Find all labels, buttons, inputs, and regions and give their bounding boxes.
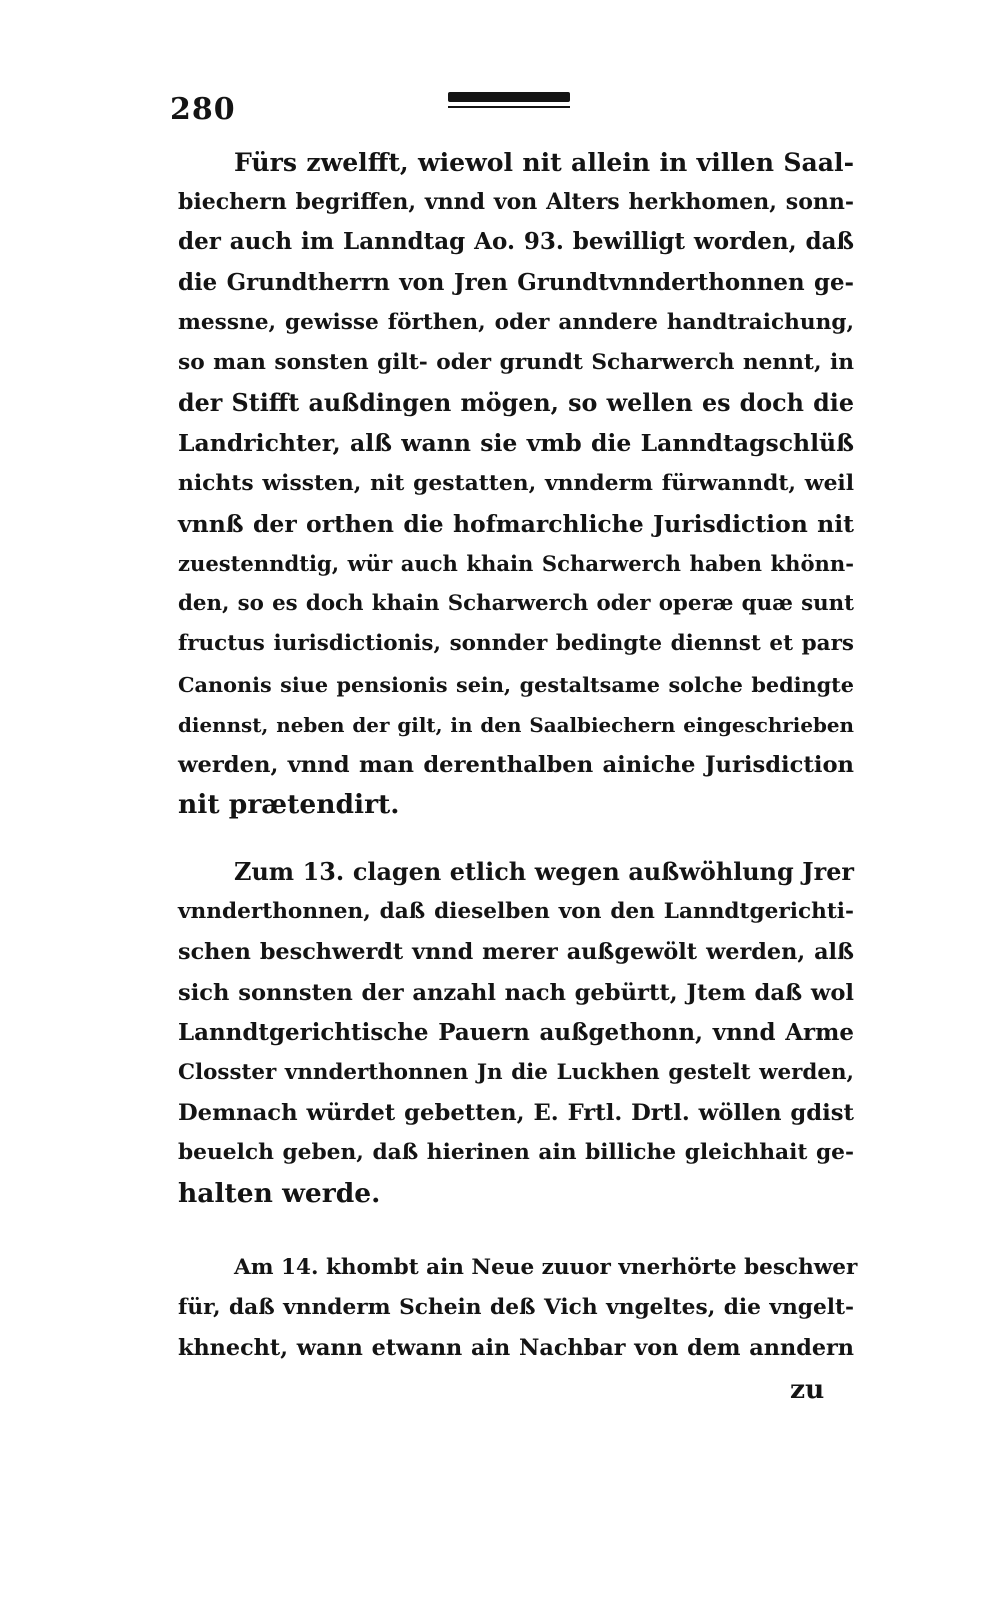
text-line: der auch im Lanndtag Ao. 93. bewilligt worden, daß	[178, 228, 854, 256]
text-line: biechern begriffen, vnnd von Alters herkhomen, sonn-	[178, 189, 854, 216]
text-line: für, daß vnnderm Schein deß Vich vngeltes, die vngelt-	[178, 1295, 854, 1321]
text-line: Closster vnnderthonnen Jn die Luckhen gestelt werden,	[178, 1060, 854, 1086]
text-line: der Stifft außdingen mögen, so wellen es doch die	[178, 389, 854, 418]
text-line: Zum 13. clagen etlich wegen außwöhlung Jrer	[234, 858, 854, 886]
header-rule	[448, 92, 570, 108]
text-line: Demnach würdet gebetten, E. Frtl. Drtl. wöllen gdist	[178, 1100, 854, 1127]
paragraph-item-13	[178, 852, 854, 1214]
header-rule-thin	[448, 106, 570, 108]
text-line: die Grundtherrn von Jren Grundtvnnderthonnen ge-	[178, 269, 854, 296]
text-line: zuestenndtig, wür auch khain Scharwerch haben khönn-	[178, 551, 854, 577]
text-line: schen beschwerdt vnnd merer außgewölt werden, alß	[178, 939, 854, 966]
paragraph-item-14	[178, 1248, 858, 1369]
text-line: vnnderthonnen, daß dieselben von den Lanndtgerichti-	[178, 899, 854, 925]
text-line: halten werde.	[178, 1177, 381, 1209]
text-line: vnnß der orthen die hofmarchliche Jurisdiction nit	[178, 509, 854, 538]
text-line: fructus iurisdictionis, sonnder bedingte diennst et pars	[178, 631, 854, 657]
text-line: Lanndtgerichtische Pauern außgethonn, vnnd Arme	[178, 1018, 854, 1046]
text-line: Am 14. khombt ain Neue zuuor vnerhörte beschwer	[234, 1255, 858, 1280]
text-line: nichts wissten, nit gestatten, vnnderm fürwanndt, weil	[178, 470, 854, 496]
header-rule-thick	[448, 92, 570, 102]
text-line: diennst, neben der gilt, in den Saalbiechern eingeschrieben	[178, 712, 854, 737]
text-line: sich sonnsten der anzahl nach gebürtt, Jtem daß wol	[178, 979, 854, 1006]
paragraph-item-12	[178, 142, 854, 825]
text-line: khnecht, wann etwann ain Nachbar von dem anndern	[178, 1335, 854, 1362]
text-line: Fürs zwelfft, wiewol nit allein in villen Saal-	[234, 147, 854, 177]
text-line: so man sonsten gilt- oder grundt Scharwerch nennt, in	[178, 350, 854, 376]
text-line: den, so es doch khain Scharwerch oder operæ quæ sunt	[178, 591, 854, 617]
text-line: nit prætendirt.	[178, 789, 400, 821]
catchword: zu	[790, 1374, 825, 1405]
page-number: 280	[170, 92, 236, 127]
text-line: Canonis siue pensionis sein, gestaltsame solche bedingte	[178, 671, 854, 697]
text-line: Landrichter, alß wann sie vmb die Lanndtagschlüß	[178, 429, 854, 458]
text-line: messne, gewisse förthen, oder anndere handtraichung,	[178, 309, 854, 335]
text-line: beuelch geben, daß hierinen ain billiche gleichhait ge-	[178, 1140, 854, 1166]
text-line: werden, vnnd man derenthalben ainiche Jurisdiction	[178, 752, 854, 779]
